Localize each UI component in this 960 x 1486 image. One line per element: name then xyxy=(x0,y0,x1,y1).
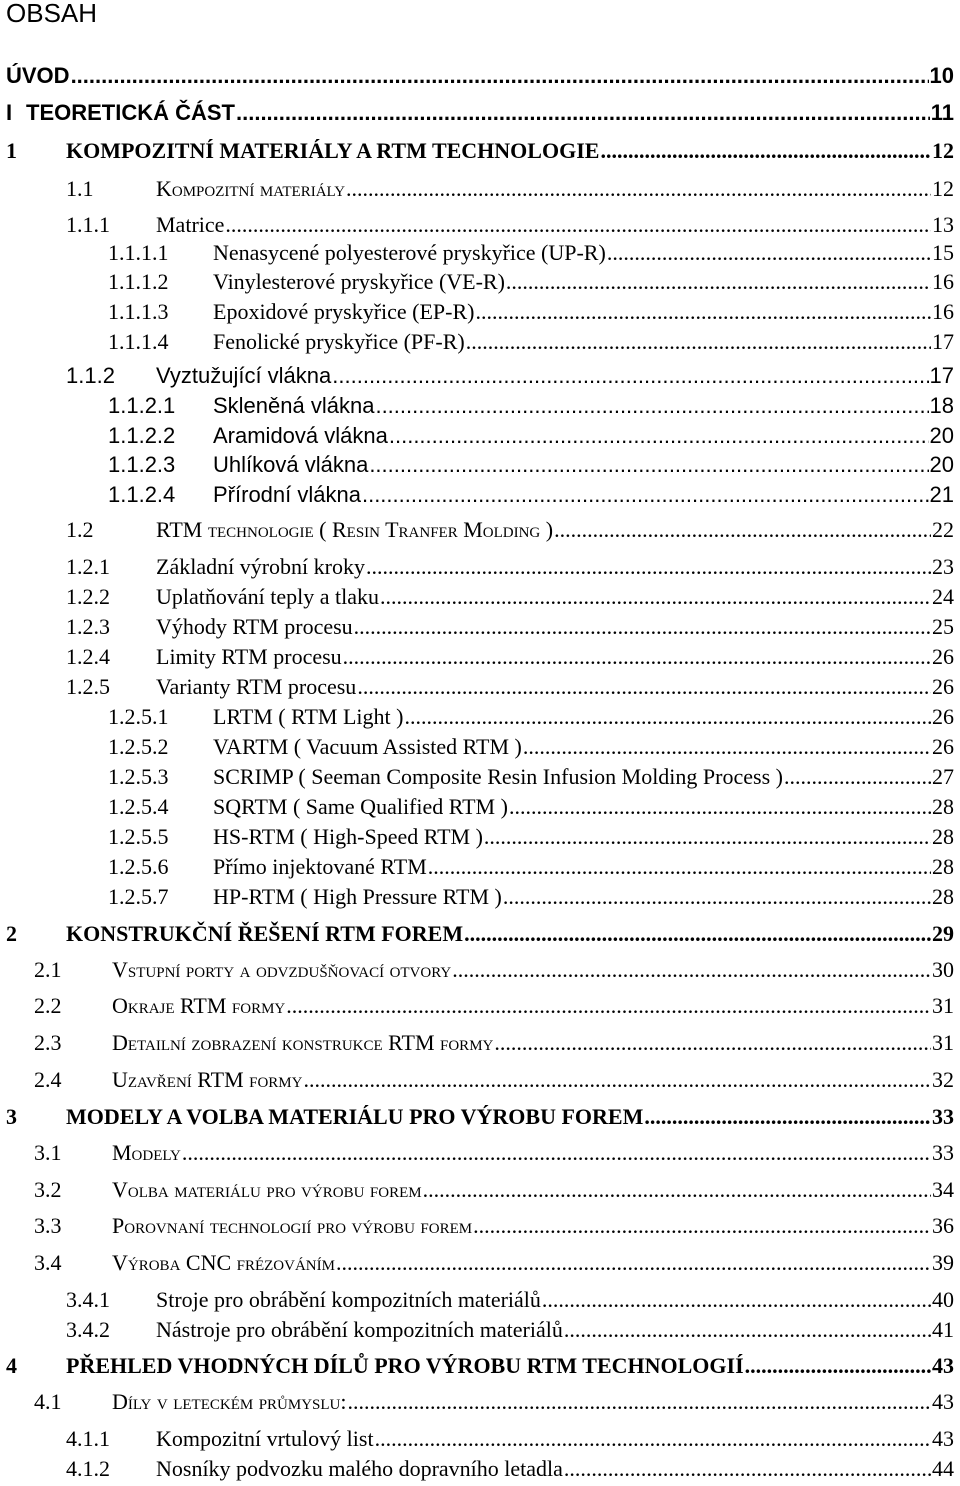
toc-entry-page: 40 xyxy=(932,1287,954,1312)
toc-entry[interactable] xyxy=(108,451,954,479)
toc-entry-title: Základní výrobní kroky xyxy=(156,554,365,579)
toc-entry-number: 2.1 xyxy=(34,957,62,982)
toc-dot-leader xyxy=(494,1029,931,1057)
toc-entry[interactable] xyxy=(66,1286,954,1314)
toc-entry-title: Nosníky podvozku malého dopravního letadla xyxy=(156,1456,563,1481)
toc-entry-number: 2.3 xyxy=(34,1030,62,1055)
toc-entry-page: 16 xyxy=(932,269,954,294)
toc-dot-leader xyxy=(286,992,931,1020)
toc-entry-number: 3.4.1 xyxy=(66,1287,110,1312)
toc-entry-title: Vstupní porty a odvzdušňovací otvory xyxy=(112,957,452,982)
toc-entry[interactable] xyxy=(34,1139,954,1167)
toc-entry[interactable] xyxy=(34,1066,954,1094)
toc-entry-page: 31 xyxy=(932,1030,954,1055)
toc-dot-leader xyxy=(523,733,931,761)
toc-entry-page: 22 xyxy=(932,517,954,542)
toc-entry-title: PŘEHLED VHODNÝCH DÍLŮ PRO VÝROBU RTM TECHNOLOGIÍ xyxy=(66,1353,744,1378)
toc-entry-title: KONSTRUKČNÍ ŘEŠENÍ RTM FOREM xyxy=(66,921,464,946)
toc-entry-number: 1.1.2.2 xyxy=(108,423,176,448)
toc-entry-number: 1.1.2 xyxy=(66,363,115,388)
toc-entry-title: Vinylesterové pryskyřice (VE-R) xyxy=(213,269,505,294)
toc-entry-title: Modely xyxy=(112,1140,181,1165)
toc-entry-number: 1.2.5.3 xyxy=(108,764,169,789)
toc-dot-leader xyxy=(542,1286,931,1314)
toc-dot-leader xyxy=(354,613,931,641)
toc-entry-number: 1.2.5.4 xyxy=(108,794,169,819)
toc-dot-leader xyxy=(375,1425,931,1453)
toc-entry-title: RTM technologie ( Resin Tranfer Molding ) xyxy=(156,517,554,542)
toc-entry-page: 44 xyxy=(932,1456,954,1481)
toc-entry-number: 4.1 xyxy=(34,1389,62,1414)
toc-entry[interactable] xyxy=(108,239,954,267)
toc-dot-leader xyxy=(745,1352,931,1380)
toc-entry-number: 1.1 xyxy=(66,176,94,201)
toc-entry-title: Uplatňování teply a tlaku xyxy=(156,584,379,609)
toc-entry[interactable] xyxy=(6,62,954,90)
toc-entry-title: Díly v leteckém průmyslu: xyxy=(112,1389,347,1414)
toc-entry[interactable] xyxy=(6,1352,954,1380)
toc-entry-title: ÚVOD xyxy=(6,63,70,88)
toc-entry-number: 3.3 xyxy=(34,1213,62,1238)
toc-entry-number: 1.2.5.5 xyxy=(108,824,169,849)
toc-entry[interactable] xyxy=(34,1249,954,1277)
toc-entry-page: 34 xyxy=(932,1177,954,1202)
toc-entry-page: 28 xyxy=(932,884,954,909)
toc-entry-title: Výhody RTM procesu xyxy=(156,614,353,639)
toc-entry-title: Detailní zobrazení konstrukce RTM formy xyxy=(112,1030,494,1055)
toc-entry[interactable] xyxy=(66,613,954,641)
toc-dot-leader xyxy=(404,703,931,731)
toc-entry-title: HS-RTM ( High-Speed RTM ) xyxy=(213,824,483,849)
toc-entry-number: 1.2.3 xyxy=(66,614,110,639)
toc-entry-page: 21 xyxy=(929,482,954,507)
toc-entry-number: 3.4.2 xyxy=(66,1317,110,1342)
toc-entry[interactable] xyxy=(108,703,954,731)
toc-entry-title: Limity RTM procesu xyxy=(156,644,342,669)
toc-dot-leader xyxy=(182,1139,931,1167)
toc-entry-page: 25 xyxy=(932,614,954,639)
toc-entry-number: 2.2 xyxy=(34,993,62,1018)
toc-dot-leader xyxy=(343,643,931,671)
toc-entry[interactable] xyxy=(108,268,954,296)
toc-dot-leader xyxy=(428,853,931,881)
toc-entry-page: 23 xyxy=(932,554,954,579)
toc-dot-leader xyxy=(476,298,932,326)
toc-entry[interactable] xyxy=(108,481,954,509)
toc-entry-number: 2.4 xyxy=(34,1067,62,1092)
toc-entry-page: 41 xyxy=(932,1317,954,1342)
toc-entry-page: 36 xyxy=(932,1213,954,1238)
toc-entry-page: 43 xyxy=(932,1389,954,1414)
toc-entry-number: 1.1.1.4 xyxy=(108,329,169,354)
toc-entry-number: 1.2.1 xyxy=(66,554,110,579)
toc-dot-leader xyxy=(389,422,929,450)
toc-dot-leader xyxy=(484,823,931,851)
toc-entry-page: 43 xyxy=(932,1353,954,1378)
toc-entry[interactable] xyxy=(66,643,954,671)
toc-entry[interactable] xyxy=(66,673,954,701)
toc-dot-leader xyxy=(464,920,931,948)
toc-entry[interactable] xyxy=(34,1176,954,1204)
toc-entry-page: 26 xyxy=(932,674,954,699)
toc-dot-leader xyxy=(600,137,931,165)
toc-dot-leader xyxy=(357,673,931,701)
toc-entry-title: Stroje pro obrábění kompozitních materiálů xyxy=(156,1287,541,1312)
toc-dot-leader xyxy=(225,211,931,239)
toc-entry-page: 33 xyxy=(932,1104,954,1129)
toc-entry-title: Přírodní vlákna xyxy=(213,482,361,507)
toc-dot-leader xyxy=(336,1249,931,1277)
toc-entry-number: 4 xyxy=(6,1353,17,1378)
toc-entry-page: 10 xyxy=(929,63,954,88)
toc-entry-number: 1.2.2 xyxy=(66,584,110,609)
toc-entry-number: 1.1.1.1 xyxy=(108,240,169,265)
toc-dot-leader xyxy=(506,268,931,296)
toc-entry-number: 3.1 xyxy=(34,1140,62,1165)
toc-entry[interactable] xyxy=(66,211,954,239)
toc-entry-number: 1.1.2.3 xyxy=(108,452,176,477)
toc-entry[interactable] xyxy=(6,1103,954,1131)
toc-dot-leader xyxy=(607,239,931,267)
toc-entry[interactable] xyxy=(108,422,954,450)
toc-entry-title: Volba materiálu pro výrobu forem xyxy=(112,1177,422,1202)
toc-entry-title: Výroba CNC frézováním xyxy=(112,1250,335,1275)
toc-entry-title: Přímo injektované RTM xyxy=(213,854,427,879)
toc-entry-title: Kompozitní vrtulový list xyxy=(156,1426,374,1451)
toc-entry[interactable] xyxy=(34,1388,954,1416)
toc-entry[interactable] xyxy=(66,1455,954,1483)
toc-entry-title: Nástroje pro obrábění kompozitních materiálů xyxy=(156,1317,563,1342)
toc-entry[interactable] xyxy=(34,1029,954,1057)
toc-entry-title: KOMPOZITNÍ MATERIÁLY A RTM TECHNOLOGIE xyxy=(66,138,600,163)
toc-entry[interactable] xyxy=(6,137,954,165)
toc-entry-title: SCRIMP ( Seeman Composite Resin Infusion Molding Process ) xyxy=(213,764,783,789)
toc-dot-leader xyxy=(503,883,931,911)
toc-entry[interactable] xyxy=(6,99,954,127)
toc-entry[interactable] xyxy=(66,553,954,581)
toc-dot-leader xyxy=(452,956,931,984)
toc-entry-title: Porovnaní technologií pro výrobu forem xyxy=(112,1213,473,1238)
toc-dot-leader xyxy=(554,516,931,544)
toc-entry-number: 4.1.1 xyxy=(66,1426,110,1451)
toc-entry-number: 1.2.5.7 xyxy=(108,884,169,909)
toc-entry-page: 17 xyxy=(929,363,954,388)
toc-entry-page: 13 xyxy=(932,212,954,237)
toc-entry[interactable] xyxy=(108,392,954,420)
toc-entry-number: 2 xyxy=(6,921,17,946)
toc-entry[interactable] xyxy=(108,793,954,821)
toc-entry-number: 1.2 xyxy=(66,517,94,542)
toc-entry-title: Okraje RTM formy xyxy=(112,993,286,1018)
toc-entry[interactable] xyxy=(66,583,954,611)
toc-dot-leader xyxy=(303,1066,931,1094)
toc-entry-page: 39 xyxy=(932,1250,954,1275)
toc-dot-leader xyxy=(564,1316,931,1344)
toc-entry-page: 12 xyxy=(932,176,954,201)
toc-entry-page: 31 xyxy=(932,993,954,1018)
toc-entry-title: Uzavření RTM formy xyxy=(112,1067,303,1092)
toc-entry[interactable] xyxy=(108,853,954,881)
toc-entry[interactable] xyxy=(66,362,954,390)
toc-entry-number: 3 xyxy=(6,1104,17,1129)
toc-entry-page: 11 xyxy=(930,100,954,125)
toc-entry-page: 16 xyxy=(932,299,954,324)
toc-entry[interactable] xyxy=(66,1316,954,1344)
toc-entry[interactable] xyxy=(108,733,954,761)
toc-entry-title: VARTM ( Vacuum Assisted RTM ) xyxy=(213,734,522,759)
toc-entry[interactable] xyxy=(108,328,954,356)
toc-entry-page: 17 xyxy=(932,329,954,354)
toc-entry-title: Nenasycené polyesterové pryskyřice (UP-R) xyxy=(213,240,606,265)
toc-entry-number: 3.2 xyxy=(34,1177,62,1202)
toc-dot-leader xyxy=(380,583,931,611)
toc-entry[interactable] xyxy=(34,1212,954,1240)
toc-entry-number: I xyxy=(6,100,13,125)
toc-entry-page: 43 xyxy=(932,1426,954,1451)
toc-entry-page: 20 xyxy=(929,452,954,477)
toc-entry-title: TEORETICKÁ ČÁST xyxy=(26,100,235,125)
toc-entry-title: Kompozitní materiály xyxy=(156,176,346,201)
toc-dot-leader xyxy=(71,62,929,90)
toc-dot-leader xyxy=(236,99,930,127)
toc-dot-leader xyxy=(564,1455,931,1483)
toc-entry-number: 1.2.4 xyxy=(66,644,110,669)
toc-entry-number: 1.2.5 xyxy=(66,674,110,699)
toc-entry-page: 15 xyxy=(932,240,954,265)
toc-entry-number: 1.1.2.1 xyxy=(108,393,176,418)
toc-entry-title: Matrice xyxy=(156,212,225,237)
toc-entry[interactable] xyxy=(66,1425,954,1453)
toc-entry[interactable] xyxy=(108,823,954,851)
toc-entry-title: Epoxidové pryskyřice (EP-R) xyxy=(213,299,475,324)
toc-dot-leader xyxy=(466,328,931,356)
toc-entry-number: 1.2.5.2 xyxy=(108,734,169,759)
toc-entry-page: 20 xyxy=(929,423,954,448)
toc-dot-leader xyxy=(784,763,931,791)
toc-entry-number: 1.1.2.4 xyxy=(108,482,176,507)
toc-entry[interactable] xyxy=(108,298,954,326)
toc-entry-page: 26 xyxy=(932,734,954,759)
toc-dot-leader xyxy=(375,392,928,420)
toc-entry-page: 28 xyxy=(932,824,954,849)
toc-entry-number: 1.2.5.6 xyxy=(108,854,169,879)
toc-entry-page: 28 xyxy=(932,794,954,819)
toc-entry-number: 1.1.1.2 xyxy=(108,269,169,294)
toc-entry-title: SQRTM ( Same Qualified RTM ) xyxy=(213,794,508,819)
toc-dot-leader xyxy=(423,1176,931,1204)
toc-entry[interactable] xyxy=(108,763,954,791)
toc-entry-page: 12 xyxy=(932,138,954,163)
toc-entry[interactable] xyxy=(66,175,954,203)
toc-entry-page: 29 xyxy=(932,921,954,946)
toc-dot-leader xyxy=(644,1103,931,1131)
toc-entry-title: Uhlíková vlákna xyxy=(213,452,369,477)
toc-entry-title: Aramidová vlákna xyxy=(213,423,388,448)
toc-dot-leader xyxy=(366,553,931,581)
toc-dot-leader xyxy=(369,451,928,479)
toc-entry[interactable] xyxy=(66,516,954,544)
toc-entry-title: Skleněná vlákna xyxy=(213,393,375,418)
toc-entry-page: 32 xyxy=(932,1067,954,1092)
toc-entry-title: LRTM ( RTM Light ) xyxy=(213,704,404,729)
toc-heading: OBSAH xyxy=(6,0,98,28)
toc-entry-title: Fenolické pryskyřice (PF-R) xyxy=(213,329,465,354)
toc-dot-leader xyxy=(332,362,928,390)
toc-entry-page: 28 xyxy=(932,854,954,879)
toc-dot-leader xyxy=(362,481,929,509)
toc-entry-title: HP-RTM ( High Pressure RTM ) xyxy=(213,884,502,909)
toc-entry-number: 3.4 xyxy=(34,1250,62,1275)
toc-entry[interactable] xyxy=(6,920,954,948)
toc-entry-page: 33 xyxy=(932,1140,954,1165)
toc-entry-title: MODELY A VOLBA MATERIÁLU PRO VÝROBU FOREM xyxy=(66,1104,644,1129)
toc-dot-leader xyxy=(473,1212,931,1240)
toc-entry-page: 26 xyxy=(932,704,954,729)
toc-entry-number: 1.2.5.1 xyxy=(108,704,169,729)
toc-entry-number: 1 xyxy=(6,138,17,163)
toc-entry-number: 4.1.2 xyxy=(66,1456,110,1481)
toc-entry-title: Varianty RTM procesu xyxy=(156,674,357,699)
toc-dot-leader xyxy=(509,793,931,821)
toc-entry-page: 18 xyxy=(929,393,954,418)
toc-entry-number: 1.1.1.3 xyxy=(108,299,169,324)
toc-entry-page: 30 xyxy=(932,957,954,982)
toc-entry[interactable] xyxy=(34,956,954,984)
toc-dot-leader xyxy=(348,1388,932,1416)
toc-entry-page: 27 xyxy=(932,764,954,789)
toc-entry[interactable] xyxy=(34,992,954,1020)
toc-entry[interactable] xyxy=(108,883,954,911)
toc-entry-page: 26 xyxy=(932,644,954,669)
toc-entry-page: 24 xyxy=(932,584,954,609)
toc-entry-title: Vyztužující vlákna xyxy=(156,363,332,388)
toc-dot-leader xyxy=(346,175,931,203)
toc-entry-number: 1.1.1 xyxy=(66,212,110,237)
